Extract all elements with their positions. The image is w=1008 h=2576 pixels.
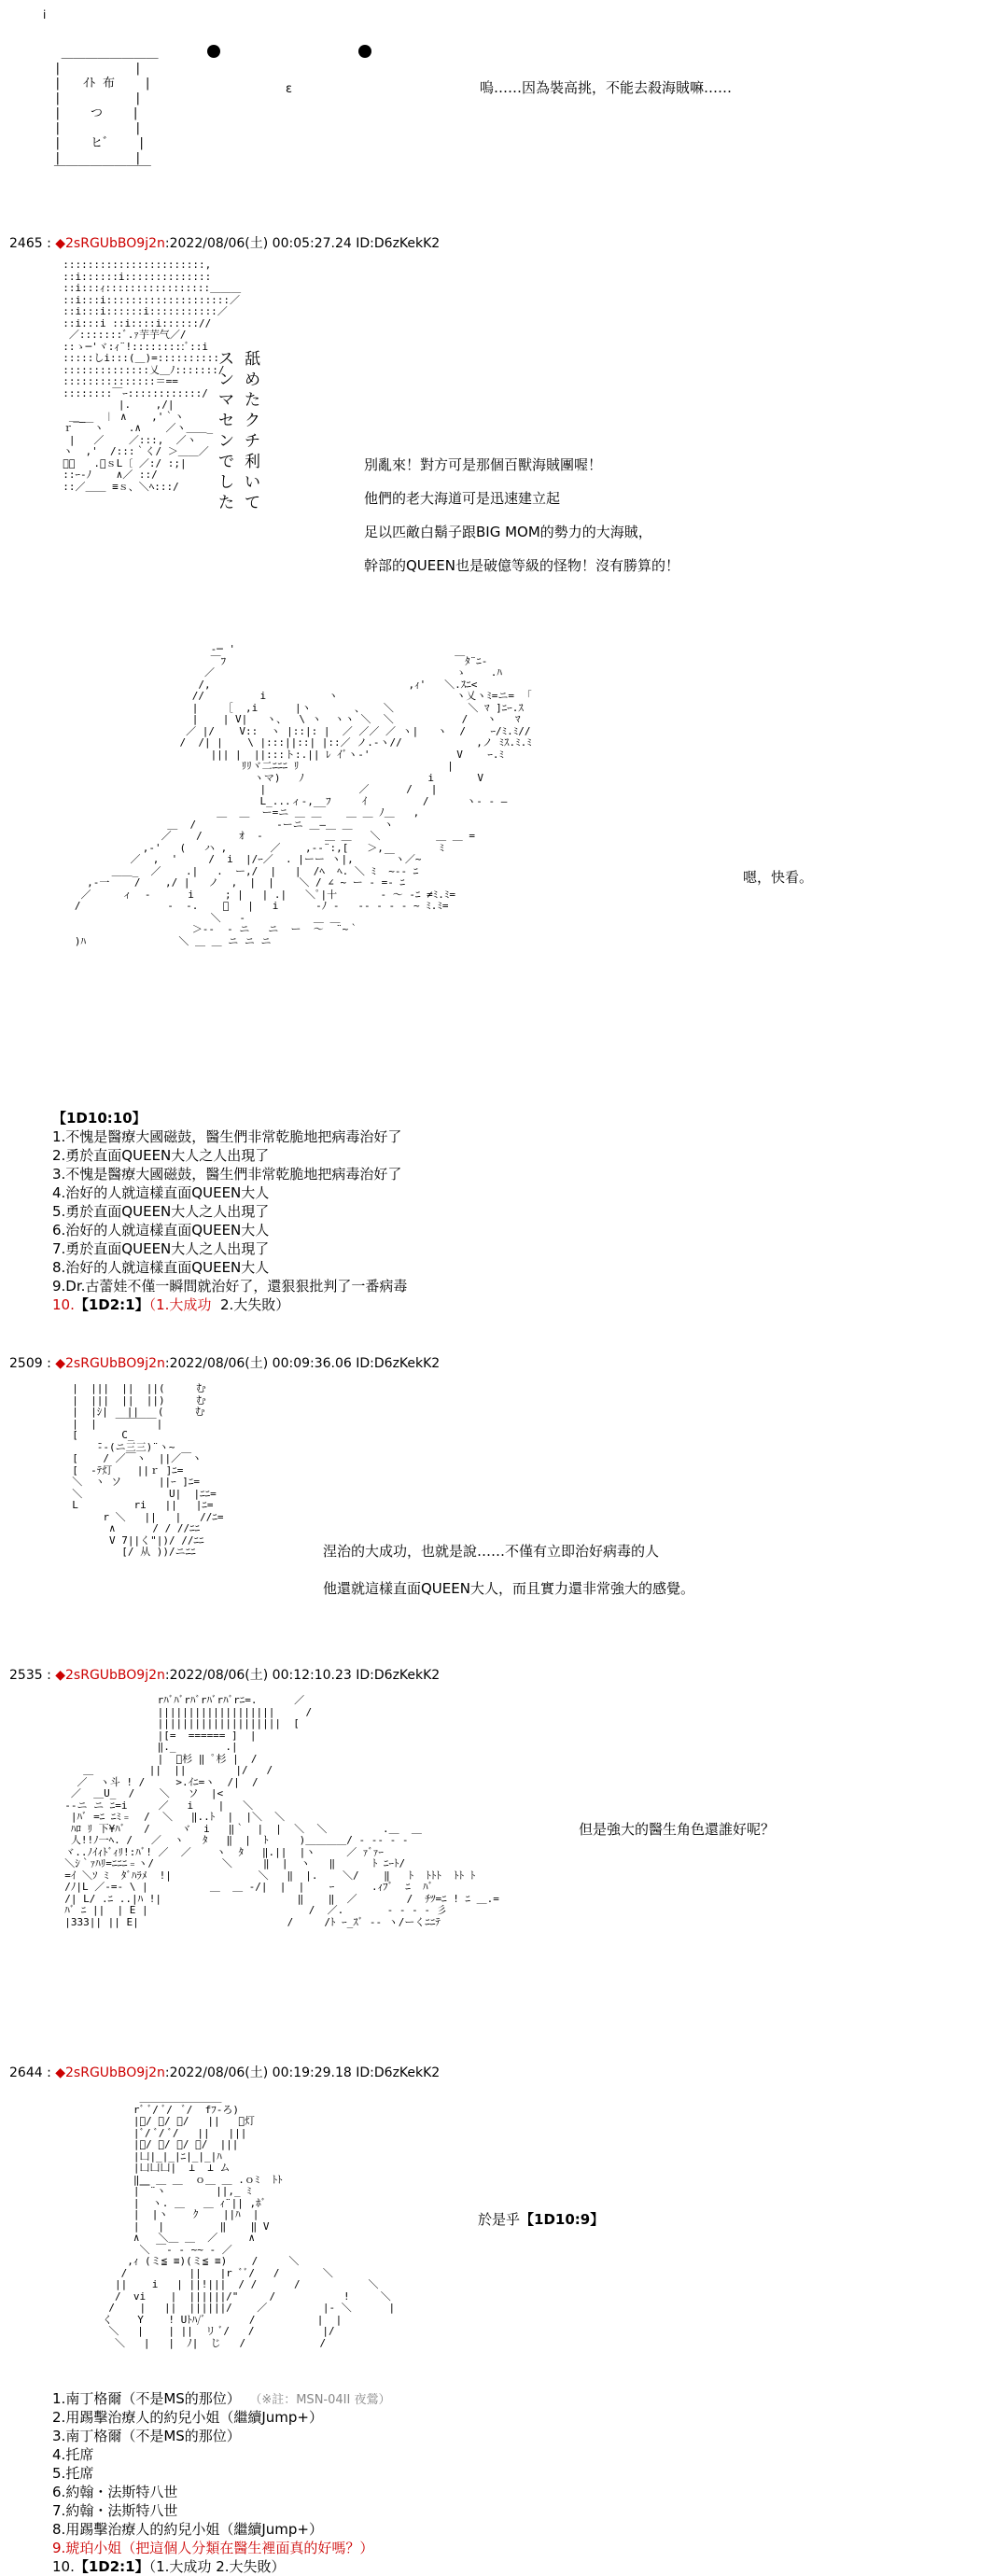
black-dot-right xyxy=(358,45,371,58)
dialog-line-1: 別亂來！對方可是那個百獸海賊團喔！ xyxy=(364,456,603,473)
list-item: 5.勇於直面QUEEN大人之人出現了 xyxy=(52,1203,270,1220)
post-number: 2509 : xyxy=(9,1356,51,1371)
caption-prefix: 於是乎 xyxy=(478,2211,521,2228)
list-item: 2.用踢擊治療人的約兒小姐（繼續Jump+） xyxy=(52,2409,323,2426)
dialog-line-3: 足以匹敵白鬍子跟BIG MOM的勢力的大海賊， xyxy=(364,524,652,540)
dialog-line-2: 他還就這樣直面QUEEN大人，而且實力還非常強大的感覺。 xyxy=(323,1580,694,1597)
list-item: 1.南丁格爾（不是MS的那位） （※註：MSN-04II 夜鶯） xyxy=(52,2390,391,2407)
caption-look: 嗯，快看。 xyxy=(743,869,814,886)
list-item: 5.托席 xyxy=(52,2465,94,2482)
post-date: :2022/08/06(土) 00:05:27.24 ID:D6zKekK2 xyxy=(164,236,441,251)
list-item: 8.用踢擊治療人的約兒小姐（繼續Jump+） xyxy=(52,2521,323,2538)
caption-thus xyxy=(478,2210,604,2229)
list-item: 6.約翰・法斯特八世 xyxy=(52,2484,178,2500)
list-item: 3.南丁格爾（不是MS的那位） xyxy=(52,2428,241,2444)
post-header-2535 xyxy=(9,1667,440,1684)
aa-character-with-hat: ‐─ ' ￣ﾌ ￣ﾀ¨ﾆ- ／ ゝ .ﾊ /, ,ｨ' ＼.ｽﾆ< // i ヽ ヽ乂ヽﾐ=ニ= ｢ | ［ ,i |ヽ 、 ＼ ＼ ﾏ ]ﾆｰ.ｽ | | V| ヽ、 \ ヽ ヽヽ ＼ ＼ / ヽ ﾏ ／ |/ V:: ヽ |::|: | ／ ／／ ／ ヽ| ヽ / ｰ/ﾐ.ﾐ// / /| | \ |:::||::| |::／ ノ.-ヽ// ,ノ ﾐｽ.ﾐ.ﾐ ||| | ||:::ト:.|| ﾚ ｲﾞヽ-' V ｰ.ﾐ ﾘﾘヾ二ﾆﾆﾆ ﾘ | ヽマ) ﾉ i V | ／ / | L_...ィ-,__ﾌ ｲ / ヽ- ‐ ― ＿ ＿ ー=ニ ＿ ＿ ＿ ＿ ﾉ＿ , ＿ / ‐ーニ ＿―＿ ＿ ヽ ／ / ｵ ‐ ＿ ＿ ＼ ＿ ＿ = ,-' ( ハ , ／ ,-‐¨:,[ ＞, ﾐ ／ , ' / i |/ｰ／ . |ーー ヽ|, ￣ヽ／~ ＿＿_ ／ .| . ー,/ | | /ﾍ ﾍ. ＼ ﾐ ~‐- ﾆ ,-一 / ,/ | ノ , | | ＼ / ∠ ~ ー ‐ =- ﾆ ／ ィ ‐ i ; | | .| ＼ﾟ|十 ‐ 〜 ‐ﾆ ≠ﾐ.ﾐ= / ‐ ‐. ﾟ | i ‐ﾉ ‐ ‐‐ ‐ ‐ ‐ ~ ﾐ.ﾐ= ＼ ‐ ＿ ＿ ＞‐‐ ‐ ニ ニ ー ～ ¨~｀ )ﾊ ＼ ＿ ＿ ニ ニ ニ xyxy=(74,643,532,947)
poster-name[interactable]: ◆2sRGUbBO9j2n xyxy=(55,236,165,251)
roll-list-2 xyxy=(52,2389,390,2576)
dialog-line-4: 幹部的QUEEN也是破億等級的怪物！沒有勝算的！ xyxy=(364,557,679,574)
post-number: 2535 : xyxy=(9,1668,51,1683)
list-item: 2.勇於直面QUEEN大人之人出現了 xyxy=(52,1147,270,1164)
post-number: 2465 : xyxy=(9,236,51,251)
list-item: 3.不愧是醫療大國磁鼓，醫生們非常乾脆地把病毒治好了 xyxy=(52,1166,402,1183)
post-number: 2644 : xyxy=(9,2065,51,2080)
last-prefix: 10. xyxy=(52,2558,75,2575)
list-note: （※註：MSN-04II 夜鶯） xyxy=(249,2393,391,2407)
post-header-2465 xyxy=(9,235,440,252)
last-black: 2.大失敗） xyxy=(219,1296,290,1313)
list-item: 7.約翰・法斯特八世 xyxy=(52,2502,178,2519)
last-roll: 【1D2:1】 xyxy=(74,1296,149,1313)
aa-hooded-character: ＿＿＿＿＿＿＿＿ rﾞ ﾞ/ ﾞ/ ﾞ/ fﾌ‐ろ) |ﾞ/ ﾞ/ ﾞ/ || ﾞ灯 |ﾞ/ ﾞ/ ﾞ/ || ||| |ﾞ/ ﾞ/ ﾞ/ ﾞ/ ||| |凵|_|_|ﾆ|_|_|ﾊ |凵凵凵| ⊥ ⊥ ム ‖＿ ＿ ＿ ｏ＿ ＿ .ｏﾐ ﾄﾄ |￣¨ヽ ||,_ ﾐ | ヽ. ＿ ＿ ｨ¨|| ,ﾎﾞ | |ヽ ｸ ||ﾊ | | | ‖ ‖ V ∧ ＼＿ ＿ ／ ∧ ＼ ￣‐ - ~~ ‐ ／ ,ｨ (ミ≦ ≡)(ミ≦ ≡) / ＼ / || |r ﾞﾞ/ / ＼ || i | ||!||| / / / ＼ / vi | ||||||/" / ! ＼ / | || ||||||/ ／ |‐ ＼ | く Y ! Uﾄﾊ/ﾞ / | | ＼ | | || リ ﾞ/ / |/ ＼ | | ﾉ| じ / / xyxy=(102,2092,396,2349)
last-red: （1.大成功 xyxy=(148,1296,212,1313)
list-item: 1.不愧是醫療大國磁鼓，醫生們非常乾脆地把病毒治好了 xyxy=(52,1128,402,1145)
list-item: 9.Dr.古蕾娃不僅一瞬間就治好了，還狠狠批判了一番病毒 xyxy=(52,1278,408,1295)
list-item: 4.治好的人就這樣直面QUEEN大人 xyxy=(52,1184,270,1201)
post-header-2509 xyxy=(9,1355,440,1372)
aa-apologizing-character: :::::::::::::::::::::::, ::i::::::i:::::::::::::: ::i:::ｨ:::::::::::::::::＿＿＿ ::i:::i::::::::::::::::::::／ ::i:::i::::::i:::::::::::／ ::i:::i ::i::::i::::::// ／:::::::ﾞ.ｧ芋芋气／/ ::ゝ─'ヾ:ｨ¨!:::::::::ﾞ::i :::::しi:::(＿)=:::::::::: ::::::::::::::乂＿ﾉ:::::::/ :::::::::::::::＝== ::::::::￣ｰ::::::::::::/ |. ,/| ＿_ ︱ ∧ ,'｀ヽ ｒ￣￣ヽ .∧ ／ヽ＿＿_ | ／ ／:::, ／ヽ ヽ ,' /:::｀く/ ＞＿＿／ ﾟ｡ .｡ｓL〔 ／:/ :;| ::ｰ-ﾉ ∧／ ::/ ::／＿＿ ≡ｓ、＼ﾍ:::/ xyxy=(56,259,242,493)
last-prefix: 10. xyxy=(52,1296,75,1313)
list-item: 7.勇於直面QUEEN大人之人出現了 xyxy=(52,1240,270,1257)
dialog-line-2: 他們的老大海道可是迅速建立起 xyxy=(364,490,561,507)
post-header-2644 xyxy=(9,2065,440,2081)
post-date: :2022/08/06(土) 00:12:10.23 ID:D6zKekK2 xyxy=(164,1668,441,1683)
dialog-line-1: 涅治的大成功，也就是說……不僅有立即治好病毒的人 xyxy=(323,1543,660,1560)
aa-tall-hat-character: rﾊﾞﾊﾞrﾊﾞrﾊﾞrﾊﾞrﾆ=. ／ ||||||||||||||||||| / |||||||||||||||||||| [ |[= ====== ] | ‖._ .| | ﾟ杉 ‖ ﾟ杉 | / ＿ || || |/ / ／ ヽ斗 ! / >.ｲﾆ=ヽ /| / ／ ＿U_ / ＼ ソ |< ‐‐ニ ニ ﾆ=i ／ i | ＼ |ﾊﾞ =ﾆ ﾆﾐ﹦ / ＼ ‖..ﾄ | |＼ ＼ ﾊﾛ ﾘ 下¥ﾊﾞ / ヾ i ‖｀ | | ＼ ＼ .＿ ＿ 人!!ﾉ一ﾍ. / ／ ヽ ﾀ ‖ | ﾄ )＿＿＿＿/ ‐ ‐‐ ‐ ‐ ヾ..ﾉｲｨﾄﾞｨﾘ!:ﾊﾞ! ／ ／ ヽ ﾀ ‖.|| |ヽ ／ ｧﾞｧｰ ＼ｼ｀ｧﾊﾘ=ﾆﾆﾆ﹦ヽ/ ＼ ‖ | ヽ ‖ ﾄ ﾆｰﾄ/ =ｲ ＼ｿ ﾐ ﾀﾞﾊﾗﾒ !| ＼ ‖ |. ＼/ ‖ ﾄ ﾄﾄﾄ ﾄﾄ ﾄ /ﾉ|L ／‐=‐ \ | ＿ ＿ ‐/| | | ｰ .ｨﾌﾞ ﾆ ﾊﾞ /| L/ .ﾆ ..|ﾊ !| ‖ ‖ ／ / ﾁﾂ=ﾆ ! ﾆ ＿.= ﾊﾞ ﾆ || | E | / ／. ‐ ‐ - ‐ 彡 |333|| || E| / /ﾄ ｰ_ｽﾞ ‐‐ ヽ/ーくﾆﾆﾃ xyxy=(64,1694,499,1928)
list-item-red: 9.琥珀小姐（把這個人分類在醫生裡面真的好嗎？） xyxy=(52,2540,374,2556)
last-rest: （1.大成功 2.大失敗） xyxy=(148,2558,286,2575)
list-item-last xyxy=(52,2557,390,2576)
post-date: :2022/08/06(土) 00:19:29.18 ID:D6zKekK2 xyxy=(164,2065,441,2080)
roll-title: 【1D10:10】 xyxy=(52,1110,147,1127)
black-dot-left xyxy=(207,45,220,58)
list-item: 8.治好的人就這樣直面QUEEN大人 xyxy=(52,1259,270,1276)
epsilon-char: ε xyxy=(286,82,293,96)
aa-masked-doctor: | ||| || ||( む | ||| || ||) む | |ｼ| || ( む | | ￣￣￣￣| [ C_ ̄‐‐(ニ三三)¨ヽ~ [ / ／￣ヽ ||／￣ヽ [ -ﾃ灯 ||ｒ ]ﾆ= ＼ ヽ ソ ||ｰ ]ﾆ= ＼ U| |ﾆﾆ= L ri || |ﾆ= r ＼ || | //ﾆ= ∧ / / //ﾆﾆ V 7||く"|)/ //ﾆﾆ [/ 从 ))/ニﾆﾆ xyxy=(72,1382,224,1558)
vertical-text-right: 舐めたクチ利いて xyxy=(245,350,260,512)
list-item: 4.托席 xyxy=(52,2446,94,2463)
poster-name[interactable]: ◆2sRGUbBO9j2n xyxy=(55,2065,165,2080)
last-roll: 【1D2:1】 xyxy=(74,2558,149,2575)
post-date: :2022/08/06(土) 00:09:36.06 ID:D6zKekK2 xyxy=(164,1356,441,1371)
caption-question: 但是強大的醫生角色還誰好呢？ xyxy=(579,1821,776,1838)
poster-name[interactable]: ◆2sRGUbBO9j2n xyxy=(55,1356,165,1371)
caption-roll: 【1D10:9】 xyxy=(520,2211,605,2228)
list-item-last xyxy=(52,1295,407,1314)
corner-char: i xyxy=(43,8,47,21)
vertical-text-left: スンマセンでした xyxy=(218,350,234,512)
list-item: 6.治好的人就這樣直面QUEEN大人 xyxy=(52,1222,270,1239)
roll-list-1 xyxy=(52,1109,407,1314)
box-ascii-art: ＿＿＿＿＿＿＿＿ | | | ｲﾄ 布 | | | | つ | | | | ヒﾞ | | | ￣￣￣￣￣￣￣￣ xyxy=(53,47,159,180)
poster-name[interactable]: ◆2sRGUbBO9j2n xyxy=(55,1668,165,1683)
top-caption: 嗚……因為裝高挑，不能去殺海賊嘛…… xyxy=(480,79,733,96)
